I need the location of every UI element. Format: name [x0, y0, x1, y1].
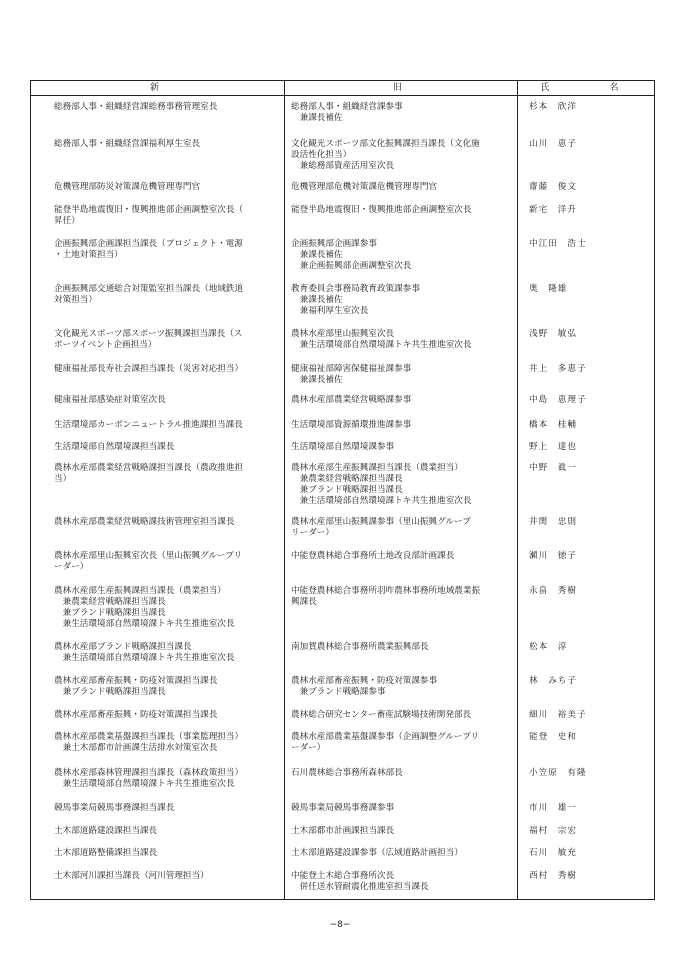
- new-position-cell: [54, 871, 282, 882]
- old-position-cell: [291, 551, 515, 562]
- old-position-cell: [291, 329, 515, 351]
- cell-line: 昇任）: [54, 216, 80, 226]
- cell-line: 中能登農林総合事務所羽咋農林事務所地域農業振: [291, 586, 481, 596]
- old-position-cell: [291, 826, 515, 837]
- header-old: 旧: [392, 83, 408, 93]
- cell-line: 興課長: [291, 597, 317, 607]
- old-position-cell: [291, 803, 515, 814]
- person-name: 中江田 浩士: [529, 239, 587, 249]
- cell-line: ーダー）: [54, 562, 89, 572]
- person-name: 井関 忠則: [529, 517, 577, 527]
- cell-line: 教育委員会事務局教育政策課参事: [291, 284, 420, 294]
- old-position-cell: [291, 139, 515, 172]
- cell-line: 南加賀農林総合事務所農業振興部長: [291, 642, 429, 652]
- cell-line: 競馬事業局競馬事務課担当課長: [54, 803, 175, 813]
- cell-line: 農林水産部里山振興室次長: [291, 329, 395, 339]
- old-position-cell: [291, 205, 515, 216]
- new-position-cell: [54, 517, 282, 528]
- person-name: 小笠原 有隆: [529, 768, 587, 778]
- person-name: 山川 恵子: [529, 139, 577, 149]
- cell-line: 設活性化担当）: [291, 150, 352, 160]
- old-position-cell: [291, 676, 515, 698]
- cell-line: 総務部人事・組織経営課参事: [291, 102, 403, 112]
- person-name: 中野 眞一: [529, 463, 577, 473]
- person-name: 井上 多恵子: [529, 364, 587, 374]
- cell-line: 危機管理部危機対策課危機管理専門官: [291, 182, 438, 192]
- cell-line: 土木部道路整備課担当課長: [54, 848, 158, 858]
- new-position-cell: [54, 642, 282, 664]
- cell-line: ポーツイベント企画担当）: [54, 340, 157, 350]
- new-position-cell: [54, 586, 282, 630]
- person-name: 福村 宗宏: [529, 826, 577, 836]
- cell-line: 農林総合研究センター畜産試験場技術開発部長: [291, 710, 472, 720]
- cell-line: 兼ブランド戦略課参事: [291, 687, 386, 697]
- cell-line: 健康福祉部感染症対策室次長: [54, 395, 166, 405]
- old-position-cell: [291, 395, 515, 406]
- new-position-cell: [54, 395, 282, 406]
- cell-line: 農林水産部生産振興課担当課長（農業担当）: [54, 586, 226, 596]
- cell-line: 農林水産部農業基盤課担当課長（事業監理担当）: [54, 732, 244, 742]
- new-position-cell: [54, 551, 282, 573]
- cell-line: 農林水産部畜産振興・防疫対策課担当課長: [54, 676, 218, 686]
- cell-line: ーダー）: [291, 743, 326, 753]
- old-position-cell: [291, 586, 515, 608]
- cell-line: 兼農業経営戦略課担当課長: [291, 474, 403, 484]
- cell-line: 農林水産部里山振興室次長（里山振興グループリ: [54, 551, 243, 561]
- person-name: 市川 雄一: [529, 803, 577, 813]
- cell-line: 企画振興部交通総合対策監室担当課長（地域鉄道: [54, 284, 244, 294]
- person-name: 能登 史和: [529, 732, 577, 742]
- person-name: 永畠 秀樹: [529, 586, 577, 596]
- cell-line: 健康福祉部長寿社会課担当課長（災害対応担当）: [54, 364, 244, 374]
- person-name: 瀬川 徳子: [529, 551, 577, 561]
- cell-line: 競馬事業局競馬事務課参事: [291, 803, 395, 813]
- old-position-cell: [291, 102, 515, 124]
- old-position-cell: [291, 871, 515, 893]
- person-name: 浅野 敏弘: [529, 329, 577, 339]
- cell-line: ・土地対策担当）: [54, 250, 123, 260]
- cell-line: 土木部都市計画課担当課長: [291, 826, 395, 836]
- cell-line: 生活環境部資源循環推進課参事: [291, 420, 412, 430]
- person-name: 細川 裕美子: [529, 710, 587, 720]
- cell-line: 農林水産部農業基盤課参事（企画調整グループリ: [291, 732, 480, 742]
- cell-line: 総務部人事・組織経営課福利厚生室長: [54, 139, 201, 149]
- cell-line: 土木部道路建設課担当課長: [54, 826, 158, 836]
- new-position-cell: [54, 732, 282, 754]
- old-position-cell: [291, 420, 515, 431]
- cell-line: 文化観光スポーツ部文化振興課担当課長（文化施: [291, 139, 480, 149]
- person-name: 齋藤 俊文: [529, 182, 577, 192]
- cell-line: 兼生活環境部自然環境課トキ共生推進室次長: [54, 779, 235, 789]
- cell-line: 兼課長補佐: [291, 295, 343, 305]
- new-position-cell: [54, 420, 282, 431]
- cell-line: 農林水産部里山振興課参事（里山振興グループ: [291, 517, 471, 527]
- header-name: 氏 名: [540, 83, 633, 93]
- cell-line: 総務部人事・組織経営課総務事務管理室長: [54, 102, 218, 112]
- cell-line: 危機管理部防災対策課危機管理専門官: [54, 182, 201, 192]
- cell-line: 兼ブランド戦略課担当課長: [54, 608, 166, 618]
- cell-line: 兼福利厚生室次長: [291, 306, 369, 316]
- old-position-cell: [291, 848, 515, 859]
- new-position-cell: [54, 205, 282, 227]
- old-position-cell: [291, 710, 515, 721]
- new-position-cell: [54, 182, 282, 193]
- cell-line: 農林水産部生産振興課担当課長（農業担当）: [291, 463, 463, 473]
- person-name: 新宅 洋升: [529, 205, 577, 215]
- cell-line: 企画振興部企画課担当課長（プロジェクト・電源: [54, 239, 243, 249]
- old-position-cell: [291, 517, 515, 539]
- cell-line: 農林水産部農業経営戦略課技術管理室担当課長: [54, 517, 235, 527]
- new-position-cell: [54, 676, 282, 698]
- cell-line: 能登半島地震復旧・復興推進部企画調整室次長: [291, 205, 472, 215]
- person-name: 中島 恵理子: [529, 395, 587, 405]
- person-name: 杉本 欣洋: [529, 102, 577, 112]
- cell-line: 中能登農林総合事務所土地改良部計画課長: [291, 551, 455, 561]
- cell-line: 対策担当）: [54, 295, 97, 305]
- old-position-cell: [291, 768, 515, 779]
- cell-line: 兼企画振興部企画調整室次長: [291, 261, 412, 271]
- new-position-cell: [54, 848, 282, 859]
- person-name: 野上 達也: [529, 442, 577, 452]
- old-position-cell: [291, 364, 515, 386]
- person-name: 橋本 桂輔: [529, 420, 577, 430]
- new-position-cell: [54, 139, 282, 150]
- cell-line: 兼生活環境部自然環境課トキ共生推進室次長: [54, 619, 235, 629]
- cell-line: 農林水産部畜産振興・防疫対策課担当課長: [54, 710, 218, 720]
- cell-line: 農林水産部農業経営戦略課担当課長（農政推進担: [54, 463, 244, 473]
- old-position-cell: [291, 642, 515, 653]
- new-position-cell: [54, 329, 282, 351]
- cell-line: 文化観光スポーツ部スポーツ振興課担当課長（ス: [54, 329, 243, 339]
- old-position-cell: [291, 284, 515, 317]
- cell-line: 農林水産部畜産振興・防疫対策課参事: [291, 676, 438, 686]
- cell-line: 生活環境部自然環境課担当課長: [54, 442, 175, 452]
- cell-line: 土木部道路建設課参事（広域道路計画担当）: [291, 848, 463, 858]
- table-body: [31, 81, 656, 901]
- new-position-cell: [54, 102, 282, 113]
- person-name: 松本 淳: [529, 642, 568, 652]
- cell-line: 生活環境部カーボンニュートラル推進課担当課長: [54, 420, 243, 430]
- new-position-cell: [54, 768, 282, 790]
- cell-line: 農林水産部ブランド戦略課担当課長: [54, 642, 192, 652]
- person-name: 西村 秀樹: [529, 871, 577, 881]
- cell-line: 健康福祉部障害保健福祉課参事: [291, 364, 412, 374]
- cell-line: 兼課長補佐: [291, 113, 343, 123]
- cell-line: リーダー）: [291, 528, 334, 538]
- cell-line: 能登半島地震復旧・復興推進部企画調整室次長（: [54, 205, 244, 215]
- cell-line: 石川農林総合事務所森林部長: [291, 768, 403, 778]
- cell-line: 併任送水管耐震化推進室担当課長: [291, 882, 429, 892]
- cell-line: 兼生活環境部自然環境課トキ共生推進室次長: [291, 340, 472, 350]
- cell-line: 兼総務部資産活用室次長: [291, 161, 395, 171]
- cell-line: 農林水産部森林管理課担当課長（森林政策担当）: [54, 768, 244, 778]
- old-position-cell: [291, 239, 515, 272]
- person-name: 奥 隆雄: [529, 284, 568, 294]
- cell-line: 中能登土木総合事務所次長: [291, 871, 395, 881]
- page-number: −8−: [329, 920, 351, 930]
- person-name: 林 みち子: [529, 676, 577, 686]
- old-position-cell: [291, 182, 515, 193]
- cell-line: 生活環境部自然環境課参事: [291, 442, 395, 452]
- cell-line: 兼生活環境部自然環境課トキ共生推進室次長: [54, 653, 235, 663]
- new-position-cell: [54, 442, 282, 453]
- person-name: 石川 敏充: [529, 848, 577, 858]
- cell-line: 兼土木部都市計画課生活排水対策室次長: [54, 743, 218, 753]
- cell-line: 兼生活環境部自然環境課トキ共生推進室次長: [291, 496, 472, 506]
- cell-line: 兼ブランド戦略課担当課長: [54, 687, 166, 697]
- old-position-cell: [291, 463, 515, 507]
- cell-line: 兼課長補佐: [291, 250, 343, 260]
- cell-line: 兼農業経営戦略課担当課長: [54, 597, 166, 607]
- new-position-cell: [54, 239, 282, 261]
- new-position-cell: [54, 284, 282, 306]
- new-position-cell: [54, 803, 282, 814]
- header-new: 新: [149, 83, 165, 93]
- old-position-cell: [291, 442, 515, 453]
- new-position-cell: [54, 364, 282, 375]
- personnel-table: [30, 80, 655, 900]
- new-position-cell: [54, 826, 282, 837]
- new-position-cell: [54, 710, 282, 721]
- cell-line: 当）: [54, 474, 72, 484]
- cell-line: 兼課長補佐: [291, 375, 343, 385]
- cell-line: 土木部河川課担当課長（河川管理担当）: [54, 871, 209, 881]
- old-position-cell: [291, 732, 515, 754]
- cell-line: 農林水産部農業経営戦略課参事: [291, 395, 412, 405]
- new-position-cell: [54, 463, 282, 485]
- cell-line: 兼ブランド戦略課担当課長: [291, 485, 403, 495]
- cell-line: 企画振興部企画課参事: [291, 239, 377, 249]
